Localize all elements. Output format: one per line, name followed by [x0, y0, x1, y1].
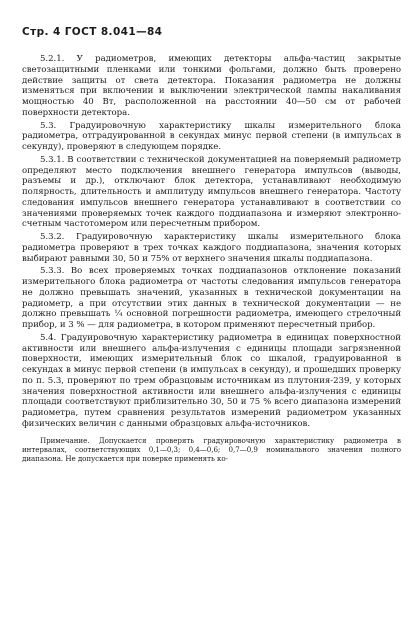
paragraph-5-3-3: 5.3.3. Во всех проверяемых точках поддиапазонов отклонение показаний измерительного блока радиометра от частоты следования импульсов генератора не должно превышать значений, указанных в технической документации на радиометр, а при отсутствии этих данных в технической документации — не должно превышать ¼ основной погрешности радиометра, имеющего стрелочный прибор, и 3 % — для радиометра, в котором применяют пересчетный прибор. — [22, 266, 401, 330]
page-header: Стр. 4 ГОСТ 8.041—84 — [22, 26, 163, 38]
paragraph-5-3: 5.3. Градуировочную характеристику шкалы измерительного блока радиометра, отградуированной в секундах минус первой степени (в импульсах в секунду), проверяют в следующем порядке. — [22, 120, 401, 152]
footnote-remark: Примечание. Допускается проверять градуировочную характеристику радиометра в интервалах, соответствующих 0,1—0,3; 0,4—0,6; 0,7—0,9 номинального значения полного диапазона. Не допускается при поверке применять ко- — [22, 435, 401, 463]
paragraph-5-2-1: 5.2.1. У радиометров, имеющих детекторы альфа-частиц закрытые светозащитными пленками или тонкими фольгами, должно быть проверено действие защиты от света детектора. Показания радиометра не должны изменяться при включении и выключении электрической лампы накаливания мощностью 40 Вт, расположенной на расстоянии 40—50 см от рабочей поверхности детектора. — [22, 54, 401, 118]
paragraph-5-4: 5.4. Градуировочную характеристику радиометра в единицах поверхностной активности или внешнего альфа-излучения с единицы площади загрязненной поверхности, имеющих измерительный блок со шкалой, градуированной в секундах в минус первой степени (в импульсах в секунду), и прошедших проверку по п. 5.3, проверяют по трем образцовым источникам из плутония-239, у которых значения поверхностной активности или внешнего альфа-излучения с единицы площади соответствуют приблизительно 30, 50 и 75 % всего диапазона измерений радиометра, путем сравнения результатов измерений радиометром указанных физических величин с данными образцовых альфа-источников. — [22, 332, 401, 429]
paragraph-5-3-1: 5.3.1. В соответствии с технической документацией на поверяемый радиометр определяют место подключения внешнего генератора импульсов (выводы, разъемы и др.), отключают блок детектора, устанавливают необходимую полярность, длительность и амплитуду импульсов внешнего генератора. Частоту следования импульсов внешнего генератора устанавливают в соответствии со значениями проверяемых точек каждого поддиапазона и измеряют электронно-счетным частотомером или пересчетным прибором. — [22, 154, 401, 230]
paragraph-5-3-2: 5.3.2. Градуировочную характеристику шкалы измерительного блока радиометра проверяют в трех точках каждого поддиапазона, значения которых выбирают равными 30, 50 и 75% от верхнего значения шкалы поддиапазона. — [22, 232, 401, 264]
